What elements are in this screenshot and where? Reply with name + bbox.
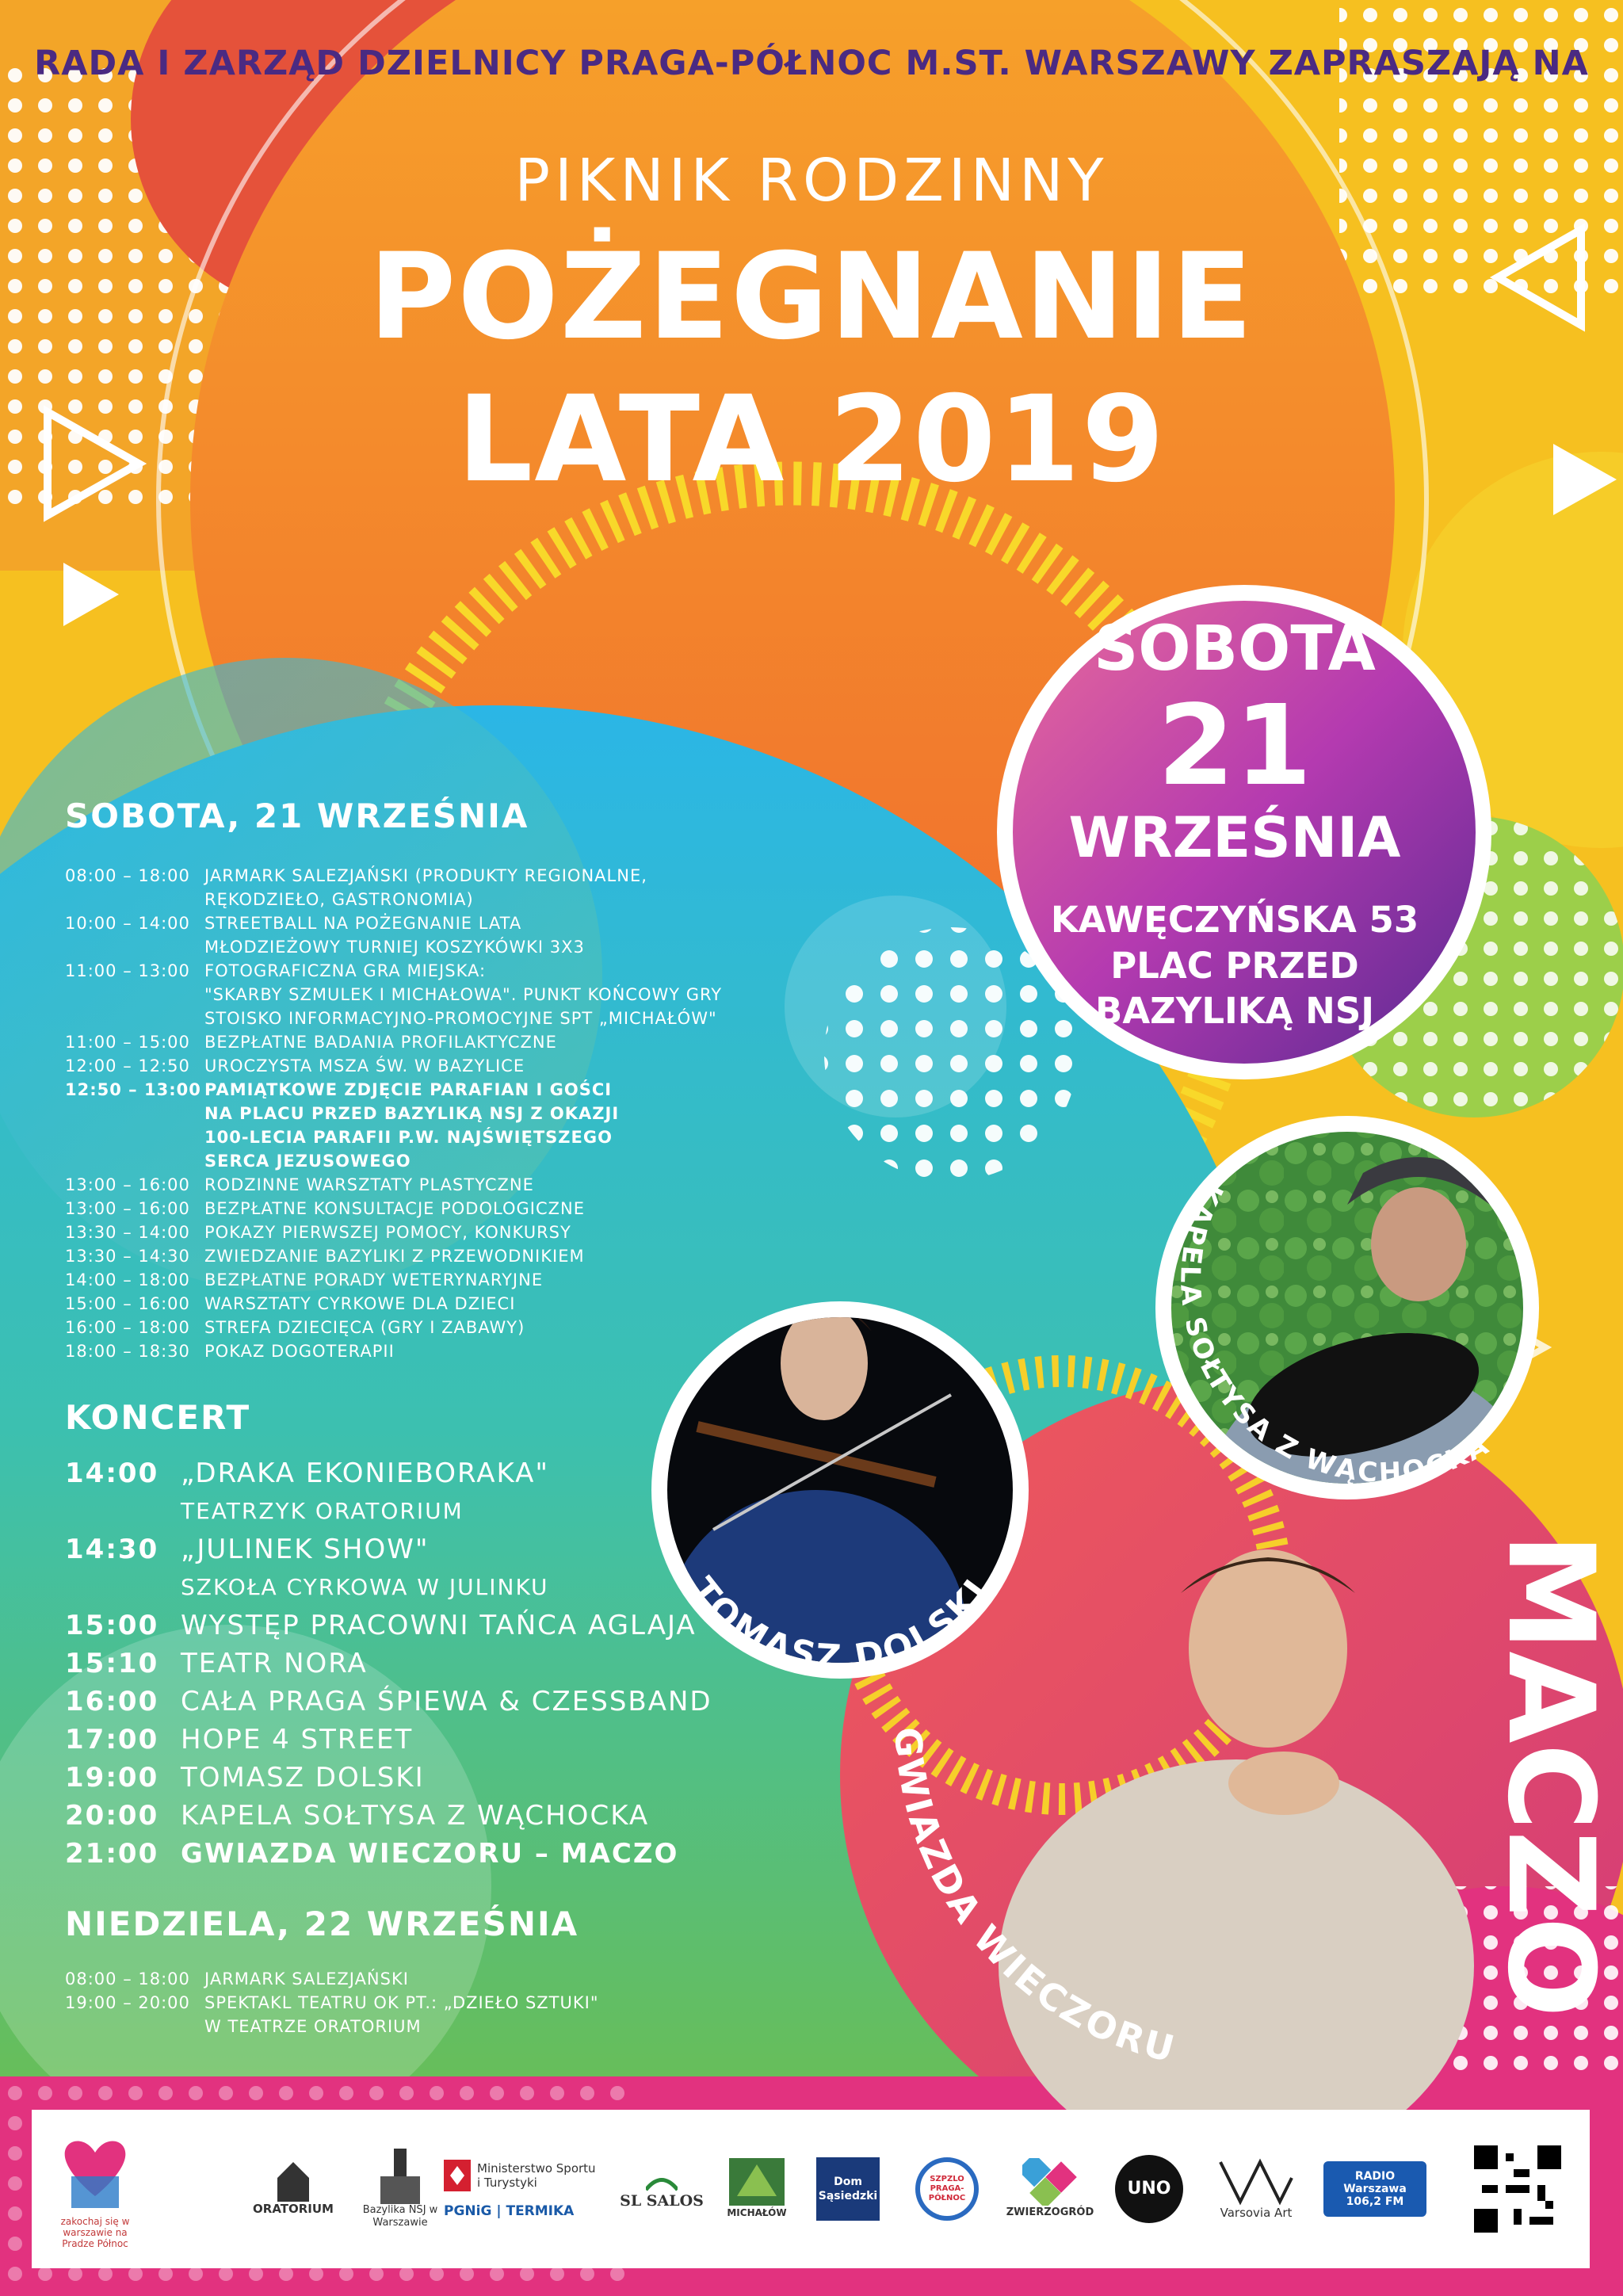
- sponsor-name: Varsovia Art: [1220, 2206, 1293, 2220]
- heart-logo-icon: [59, 2129, 131, 2216]
- szpzlo-logo-icon: [915, 2157, 979, 2221]
- house-logo-icon: [816, 2157, 880, 2221]
- schedule-desc: UROCZYSTA MSZA ŚW. W BAZYLICE: [204, 1056, 525, 1075]
- sponsor-logo: [1466, 2110, 1569, 2268]
- schedule-time: 12:00 – 12:50: [65, 1056, 190, 1075]
- schedule-desc: MŁODZIEŻOWY TURNIEJ KOSZYKÓWKI 3X3: [204, 938, 585, 957]
- saturday-heading: SOBOTA, 21 WRZEŚNIA: [65, 797, 529, 835]
- sponsor-name: RADIO Warszawa 106,2 FM: [1343, 2170, 1407, 2208]
- schedule-desc: RĘKODZIEŁO, GASTRONOMIA): [204, 890, 474, 909]
- sponsor-logo: [1002, 2110, 1098, 2268]
- basilica-logo-icon: [376, 2149, 424, 2204]
- schedule-desc: JARMARK SALEZJAŃSKI: [204, 1969, 409, 1988]
- concert-time: 14:00: [65, 1457, 159, 1489]
- concert-title: GWIAZDA WIECZORU – MACZO: [181, 1838, 679, 1870]
- schedule-time: 10:00 – 14:00: [65, 914, 190, 933]
- concert-time: 16:00: [65, 1686, 159, 1717]
- sponsor-logo: [357, 2110, 444, 2268]
- sponsor-name: Bazylika NSJ w Warszawie: [362, 2204, 438, 2229]
- concert-title: TEATR NORA: [181, 1648, 368, 1679]
- date-day: SOBOTA: [1094, 613, 1376, 685]
- svg-text:KAPELA SOŁTYSA Z WĄCHOCKA: [1174, 1177, 1495, 1489]
- address-line: KAWĘCZYŃSKA 53: [1050, 899, 1419, 941]
- schedule-desc: BEZPŁATNE PORADY WETERYNARYJNE: [204, 1270, 544, 1289]
- date-month: WRZEŚNIA: [1068, 805, 1401, 870]
- schedule-desc: "SKARBY SZMULEK I MICHAŁOWA". PUNKT KOŃCOWY GRY: [204, 985, 723, 1004]
- schedule-time: 08:00 – 18:00: [65, 1969, 190, 1988]
- sponsor-logo: [48, 2110, 143, 2268]
- concert-title: WYSTĘP PRACOWNI TAŃCA AGLAJA: [181, 1610, 697, 1641]
- sponsor-name: SL SALOS: [620, 2192, 704, 2210]
- sponsor-bar: [32, 2110, 1590, 2268]
- schedule-desc: FOTOGRAFICZNA GRA MIEJSKA:: [204, 961, 487, 980]
- schedule-time: 11:00 – 15:00: [65, 1033, 190, 1052]
- schedule-desc: POKAZ DOGOTERAPII: [204, 1342, 395, 1361]
- schedule-time: 12:50 – 13:00: [65, 1080, 201, 1099]
- schedule-time: 14:00 – 18:00: [65, 1270, 190, 1289]
- schedule-desc: PAMIĄTKOWE ZDJĘCIE PARAFIAN I GOŚCI: [204, 1080, 613, 1099]
- schedule-desc: STREETBALL NA POŻEGNANIE LATA: [204, 914, 522, 933]
- concert-title: CAŁA PRAGA ŚPIEWA & CZESSBAND: [181, 1686, 712, 1717]
- concert-time: 14:30: [65, 1534, 159, 1565]
- paw-logo-icon: [1022, 2158, 1078, 2206]
- address-line: BAZYLIKĄ NSJ: [1095, 990, 1374, 1033]
- sponsor-logo: [1205, 2110, 1308, 2268]
- svg-text:GWIAZDA WIECZORU: [886, 1726, 1181, 2071]
- concert-time: 20:00: [65, 1800, 159, 1832]
- schedule-desc: W TEATRZE ORATORIUM: [204, 2017, 422, 2036]
- sponsor-name: ORATORIUM: [253, 2202, 334, 2216]
- schedule-desc: SERCA JEZUSOWEGO: [204, 1152, 411, 1171]
- schedule-desc: RODZINNE WARSZTATY PLASTYCZNE: [204, 1175, 534, 1194]
- sponsor-name: MICHAŁÓW: [727, 2207, 787, 2218]
- concert-subtitle: SZKOŁA CYRKOWA W JULINKU: [181, 1574, 549, 1600]
- sponsor-logo: [1319, 2110, 1430, 2268]
- schedule-time: 13:00 – 16:00: [65, 1175, 190, 1194]
- address-line: PLAC PRZED: [1110, 944, 1359, 987]
- concert-time: 19:00: [65, 1762, 159, 1794]
- schedule-desc: NA PLACU PRZED BAZYLIKĄ NSJ Z OKAZJI: [204, 1104, 620, 1123]
- date-number: 21: [1157, 682, 1312, 811]
- schedule-desc: STREFA DZIECIĘCA (GRY I ZABAWY): [204, 1318, 525, 1337]
- sponsor-name: Dom Sąsiedzki: [818, 2176, 878, 2202]
- concert-title: KAPELA SOŁTYSA Z WĄCHOCKA: [181, 1800, 650, 1832]
- sponsor-name: SZPZLO PRAGA-PÓŁNOC: [928, 2175, 966, 2202]
- dolski-label: TOMASZ DOLSKI: [682, 1570, 999, 1679]
- schedule-desc: 100-LECIA PARAFII P.W. NAJŚWIĘTSZEGO: [204, 1128, 613, 1147]
- sponsor-logo: [444, 2110, 602, 2268]
- schedule-time: 13:30 – 14:00: [65, 1223, 190, 1242]
- concert-subtitle: TEATRZYK ORATORIUM: [181, 1498, 464, 1524]
- va-logo-icon: [1216, 2158, 1296, 2206]
- schedule-time: 11:00 – 13:00: [65, 961, 190, 980]
- sponsor-logo: [717, 2110, 796, 2268]
- sponsor-name: Ministerstwo Sportu i Turystyki: [477, 2161, 596, 2190]
- michalow-logo-icon: [729, 2158, 785, 2206]
- kapela-label: KAPELA SOŁTYSA Z WĄCHOCKA: [1174, 1177, 1496, 1489]
- sponsor-logo: [903, 2110, 991, 2268]
- event-title-line1: POŻEGNANIE: [369, 228, 1254, 366]
- schedule-desc: WARSZTATY CYRKOWE DLA DZIECI: [204, 1294, 516, 1313]
- schedule-desc: POKAZY PIERWSZEJ POMOCY, KONKURSY: [204, 1223, 571, 1242]
- sponsor-logo: [614, 2110, 709, 2268]
- schedule-desc: STOISKO INFORMACYJNO-PROMOCYJNE SPT „MICHAŁÓW": [204, 1009, 717, 1028]
- uno-logo-icon: [1115, 2155, 1183, 2223]
- sponsor-name: UNO: [1127, 2179, 1171, 2199]
- schedule-desc: ZWIEDZANIE BAZYLIKI Z PRZEWODNIKIEM: [204, 1247, 585, 1266]
- schedule-desc: BEZPŁATNE KONSULTACJE PODOLOGICZNE: [204, 1199, 585, 1218]
- sunday-heading: NIEDZIELA, 22 WRZEŚNIA: [65, 1904, 579, 1943]
- concert-title: TOMASZ DOLSKI: [181, 1762, 425, 1794]
- schedule-time: 15:00 – 16:00: [65, 1294, 190, 1313]
- concert-heading: KONCERT: [65, 1398, 251, 1437]
- salos-logo-icon: [646, 2170, 678, 2194]
- concert-time: 15:00: [65, 1610, 159, 1641]
- schedule-time: 16:00 – 18:00: [65, 1318, 190, 1337]
- sponsor-name: ZWIERZOGRÓD: [1006, 2206, 1094, 2218]
- sponsor-logo: [804, 2110, 892, 2268]
- sponsor-name: zakochaj się w warszawie na Pradze Północ: [60, 2216, 130, 2249]
- schedule-desc: JARMARK SALEZJAŃSKI (PRODUKTY REGIONALNE,: [204, 866, 647, 885]
- star-label: GWIAZDA WIECZORU: [886, 1725, 1181, 2072]
- schedule-time: 13:30 – 14:30: [65, 1247, 190, 1266]
- concert-time: 15:10: [65, 1648, 159, 1679]
- schedule-time: 19:00 – 20:00: [65, 1993, 190, 2012]
- concert-title: HOPE 4 STREET: [181, 1724, 414, 1755]
- eagle-logo-icon: [444, 2160, 471, 2191]
- schedule-time: 18:00 – 18:30: [65, 1342, 190, 1361]
- event-kicker: PIKNIK RODZINNY: [514, 147, 1109, 215]
- qr-code-icon: [1474, 2145, 1561, 2233]
- organizers-line: RADA I ZARZĄD DZIELNICY PRAGA-PÓŁNOC M.ST. WARSZAWY ZAPRASZAJĄ NA: [34, 44, 1589, 83]
- radio-logo-icon: [1323, 2161, 1426, 2217]
- concert-title: „JULINEK SHOW": [181, 1534, 430, 1565]
- sponsor-logo: [238, 2110, 349, 2268]
- sponsor-name: PGNiG | TERMIKA: [444, 2203, 575, 2219]
- concert-time: 21:00: [65, 1838, 159, 1870]
- sponsor-logo: [1106, 2110, 1193, 2268]
- concert-time: 17:00: [65, 1724, 159, 1755]
- svg-text:TOMASZ DOLSKI: [682, 1570, 998, 1679]
- schedule-desc: BEZPŁATNE BADANIA PROFILAKTYCZNE: [204, 1033, 557, 1052]
- schedule-time: 08:00 – 18:00: [65, 866, 190, 885]
- concert-title: „DRAKA EKONIEBORAKA": [181, 1457, 550, 1489]
- event-title-line2: LATA 2019: [456, 371, 1167, 509]
- schedule-time: 13:00 – 16:00: [65, 1199, 190, 1218]
- church-logo-icon: [269, 2162, 317, 2202]
- star-name: MACZO: [1481, 1533, 1619, 2018]
- schedule-desc: SPEKTAKL TEATRU OK PT.: „DZIEŁO SZTUKI": [204, 1993, 599, 2012]
